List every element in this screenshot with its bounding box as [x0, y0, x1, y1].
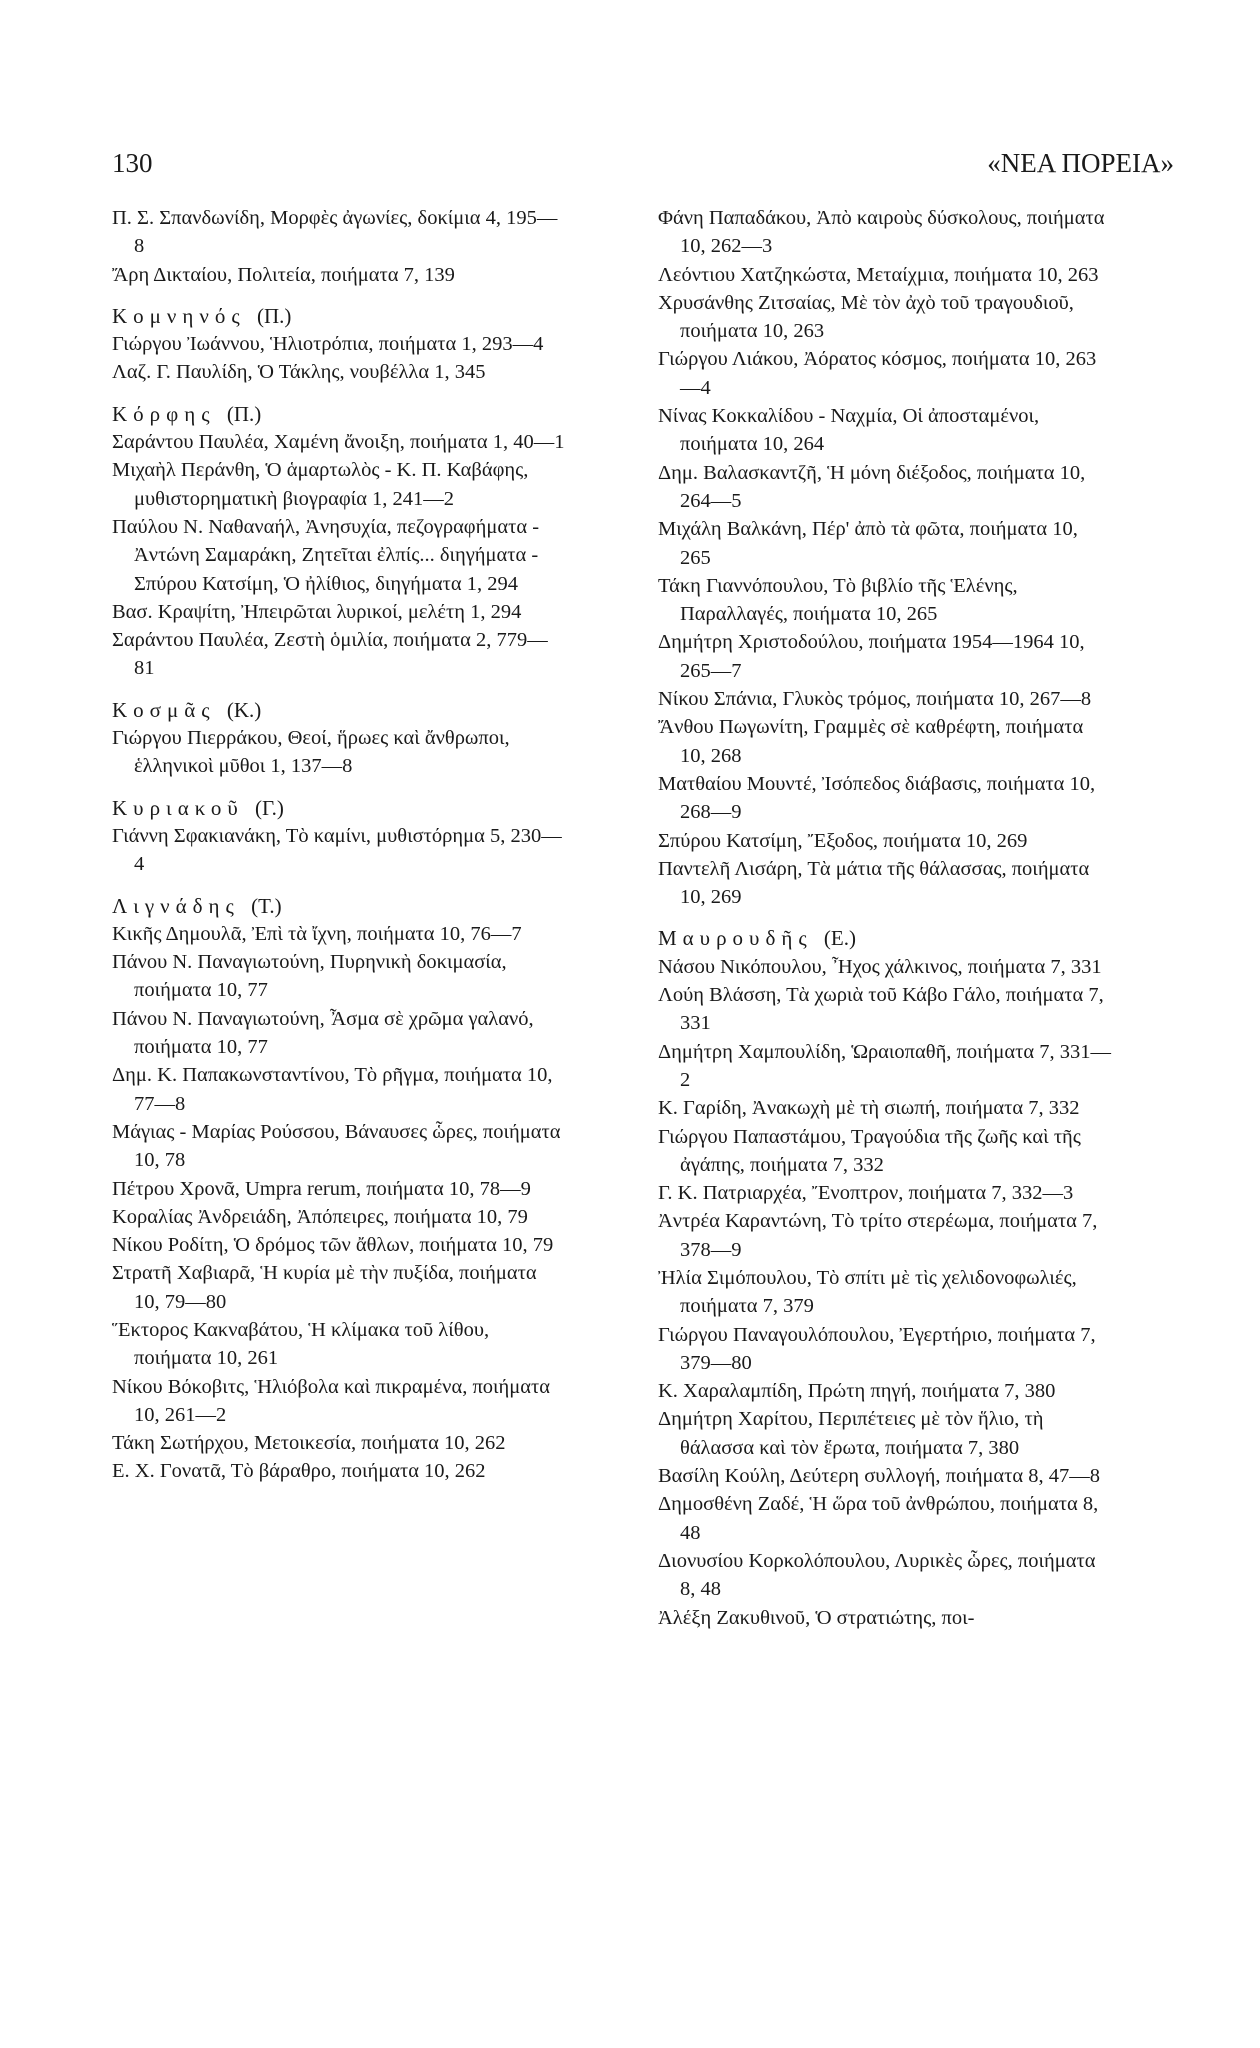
index-entry: Σπύρου Κατσίμη, Ἔξοδος, ποιήματα 10, 269	[658, 829, 1028, 852]
reviewer-surname: Κυριακοῦ	[112, 795, 244, 820]
index-entry: Ἀλέξη Ζακυθινοῦ, Ὁ στρατιώτης, ποι-	[658, 1606, 975, 1629]
index-entry: Λαζ. Γ. Παυλίδη, Ὁ Τάκλης, νουβέλλα 1, 345	[112, 361, 486, 384]
index-entry: Στρατῆ Χαβιαρᾶ, Ἡ κυρία μὲ τὴν πυξίδα, ποιήματα 10, 79—80	[112, 1262, 537, 1313]
index-entry: Μιχαὴλ Περάνθη, Ὁ ἁμαρτωλὸς - Κ. Π. Καβάφης, μυθιστορηματικὴ βιογραφία 1, 241—2	[112, 459, 529, 510]
reviewer-surname: Κόρφης	[112, 401, 216, 426]
index-entry: Γιάννη Σφακιανάκη, Τὸ καμίνι, μυθιστόρημα 5, 230—4	[112, 824, 562, 876]
index-entry: Διονυσίου Κορκολόπουλου, Λυρικὲς ὧρες, ποιήματα 8, 48	[658, 1549, 1096, 1601]
index-entry: Π. Σ. Σπανδωνίδη, Μορφὲς ἀγωνίες, δοκίμια 4, 195—8	[112, 207, 558, 258]
reviewer-name	[112, 302, 567, 330]
author-block	[112, 204, 567, 289]
index-entry: Ε. Χ. Γονατᾶ, Τὸ βάραθρο, ποιήματα 10, 262	[112, 1460, 486, 1483]
index-entry: Παύλου Ν. Ναθαναήλ, Ἀνησυχία, πεζογραφήματα - Ἀντώνη Σαμαράκη, Ζητεῖται ἐλπίς... διηγήματα - Σπύρου Κατσίμη, Ὁ ἠλίθιος, διηγήματα 1, 294	[112, 515, 540, 595]
reviewer-initial: (Π.)	[256, 303, 292, 328]
index-entry: Νίκου Βόκοβιτς, Ἡλιόβολα καὶ πικραμένα, ποιήματα 10, 261—2	[112, 1375, 550, 1426]
index-entry: Δημήτρη Χριστοδούλου, ποιήματα 1954—1964 10, 265—7	[658, 631, 1085, 682]
left-column	[112, 204, 567, 1486]
index-entry: Νίνας Κοκκαλίδου - Ναχμία, Οἱ ἀποσταμένοι, ποιήματα 10, 264	[658, 405, 1040, 456]
index-entry: Λεόντιου Χατζηκώστα, Μεταίχμια, ποιήματα 10, 263	[658, 263, 1099, 286]
index-entry: Νάσου Νικόπουλου, Ἦχος χάλκινος, ποιήματα 7, 331	[658, 955, 1102, 978]
index-entry: Βασίλη Κούλη, Δεύτερη συλλογή, ποιήματα 8, 47—8	[658, 1465, 1101, 1488]
index-entry: Γιώργου Παναγουλόπουλου, Ἐγερτήριο, ποιήματα 7, 379—80	[658, 1323, 1096, 1374]
index-entry: Σαράντου Παυλέα, Χαμένη ἄνοιξη, ποιήματα 1, 40—1	[112, 431, 565, 454]
author-block	[658, 924, 1113, 1631]
index-entry: Γιώργου Πιερράκου, Θεοί, ἥρωες καὶ ἄνθρωποι, ἑλληνικοὶ μῦθοι 1, 137—8	[112, 727, 510, 778]
reviewer-name	[112, 400, 567, 428]
reviewer-surname: Κοσμᾶς	[112, 697, 216, 722]
index-entry: Γιώργου Ἰωάννου, Ἡλιοτρόπια, ποιήματα 1, 293—4	[112, 333, 544, 356]
index-entry: Νίκου Ροδίτη, Ὁ δρόμος τῶν ἄθλων, ποιήματα 10, 79	[112, 1234, 554, 1257]
author-block	[112, 794, 567, 879]
index-entry: Δημοσθένη Ζαδέ, Ἡ ὥρα τοῦ ἀνθρώπου, ποιήματα 8, 48	[658, 1493, 1099, 1544]
index-entry: Σαράντου Παυλέα, Ζεστὴ ὁμιλία, ποιήματα 2, 779—81	[112, 629, 548, 680]
page-number: 130	[112, 148, 153, 178]
index-entry: Κ. Γαρίδη, Ἀνακωχὴ μὲ τὴ σιωπή, ποιήματα 7, 332	[658, 1097, 1080, 1120]
index-entry: Ματθαίου Μουντέ, Ἰσόπεδος διάβασις, ποιήματα 10, 268—9	[658, 772, 1096, 824]
reviewer-name	[112, 794, 567, 822]
reviewer-initial: (Τ.)	[251, 893, 282, 918]
reviewer-name	[658, 924, 1113, 952]
index-entry: Κικῆς Δημουλᾶ, Ἐπὶ τὰ ἴχνη, ποιήματα 10, 76—7	[112, 922, 522, 945]
author-block	[112, 696, 567, 781]
author-block	[112, 400, 567, 683]
index-entry: Βασ. Κραψίτη, Ἠπειρῶται λυρικοί, μελέτη 1, 294	[112, 600, 522, 623]
index-entry: Κοραλίας Ἀνδρειάδη, Ἀπόπειρες, ποιήματα 10, 79	[112, 1205, 528, 1228]
index-entry: Ἄνθου Πωγωνίτη, Γραμμὲς σὲ καθρέφτη, ποιήματα 10, 268	[658, 716, 1084, 767]
index-entry: Λούη Βλάσση, Τὰ χωριὰ τοῦ Κάβο Γάλο, ποιήματα 7, 331	[658, 984, 1104, 1035]
journal-title: «ΝΕΑ ΠΟΡΕΙΑ»	[987, 148, 1174, 178]
index-entry: Ἠλία Σιμόπουλου, Τὸ σπίτι μὲ τὶς χελιδονοφωλιές, ποιήματα 7, 379	[658, 1266, 1077, 1318]
index-entry: Παντελῆ Λισάρη, Τὰ μάτια τῆς θάλασσας, ποιήματα 10, 269	[658, 857, 1090, 909]
author-block	[112, 892, 567, 1486]
index-entry: Μάγιας - Μαρίας Ρούσσου, Βάναυσες ὧρες, ποιήματα 10, 78	[112, 1120, 561, 1172]
index-entry: Πάνου Ν. Παναγιωτούνη, Ἆσμα σὲ χρῶμα γαλανό, ποιήματα 10, 77	[112, 1007, 534, 1059]
page-header	[112, 148, 1174, 179]
index-entry: Ἕκτορος Κακναβάτου, Ἡ κλίμακα τοῦ λίθου, ποιήματα 10, 261	[112, 1318, 490, 1370]
index-entry: Τάκη Σωτήρχου, Μετοικεσία, ποιήματα 10, 262	[112, 1432, 506, 1455]
reviewer-initial: (Γ.)	[254, 795, 284, 820]
index-entry: Νίκου Σπάνια, Γλυκὸς τρόμος, ποιήματα 10, 267—8	[658, 688, 1092, 711]
reviewer-initial: (Ε.)	[823, 926, 856, 951]
index-entry: Γιώργου Λιάκου, Ἀόρατος κόσμος, ποιήματα 10, 263—4	[658, 348, 1097, 399]
reviewer-initial: (Π.)	[226, 401, 262, 426]
reviewer-initial: (Κ.)	[226, 697, 262, 722]
index-entry: Ἄρη Δικταίου, Πολιτεία, ποιήματα 7, 139	[112, 263, 455, 286]
index-entry: Φάνη Παπαδάκου, Ἀπὸ καιροὺς δύσκολους, ποιήματα 10, 262—3	[658, 207, 1105, 258]
reviewer-name	[112, 696, 567, 724]
index-entry: Γιώργου Παπαστάμου, Τραγούδια τῆς ζωῆς καὶ τῆς ἀγάπης, ποιήματα 7, 332	[658, 1125, 1081, 1176]
reviewer-name	[112, 892, 567, 920]
index-entry: Δημήτρη Χαμπουλίδη, Ὡραιοπαθῆ, ποιήματα 7, 331—2	[658, 1040, 1111, 1091]
author-block	[112, 302, 567, 387]
author-block	[658, 204, 1113, 911]
index-entry: Πέτρου Χρονᾶ, Umpra rerum, ποιήματα 10, 78—9	[112, 1177, 531, 1200]
index-entry: Τάκη Γιαννόπουλου, Τὸ βιβλίο τῆς Ἑλένης, Παραλλαγές, ποιήματα 10, 265	[658, 574, 1018, 626]
reviewer-surname: Λιγνάδης	[112, 893, 240, 918]
index-entry: Δημ. Βαλασκαντζῆ, Ἡ μόνη διέξοδος, ποιήματα 10, 264—5	[658, 461, 1086, 512]
right-column	[658, 204, 1113, 1632]
reviewer-surname: Μαυρουδῆς	[658, 926, 813, 951]
index-entry: Ἀντρέα Καραντώνη, Τὸ τρίτο στερέωμα, ποιήματα 7, 378—9	[658, 1210, 1098, 1261]
index-entry: Γ. Κ. Πατριαρχέα, Ἔνοπτρον, ποιήματα 7, 332—3	[658, 1182, 1074, 1205]
index-entry: Κ. Χαραλαμπίδη, Πρώτη πηγή, ποιήματα 7, 380	[658, 1380, 1056, 1403]
index-entry: Χρυσάνθης Ζιτσαίας, Μὲ τὸν ἀχὸ τοῦ τραγουδιοῦ, ποιήματα 10, 263	[658, 291, 1074, 343]
index-entry: Πάνου Ν. Παναγιωτούνη, Πυρηνικὴ δοκιμασία, ποιήματα 10, 77	[112, 951, 507, 1002]
index-entry: Δημ. Κ. Παπακωνσταντίνου, Τὸ ρῆγμα, ποιήματα 10, 77—8	[112, 1064, 553, 1115]
index-entry: Μιχάλη Βαλκάνη, Πέρ' ἀπὸ τὰ φῶτα, ποιήματα 10, 265	[658, 518, 1078, 569]
reviewer-surname: Κομνηνός	[112, 303, 246, 328]
index-entry: Δημήτρη Χαρίτου, Περιπέτειες μὲ τὸν ἥλιο, τὴ θάλασσα καὶ τὸν ἔρωτα, ποιήματα 7, 380	[658, 1408, 1044, 1459]
